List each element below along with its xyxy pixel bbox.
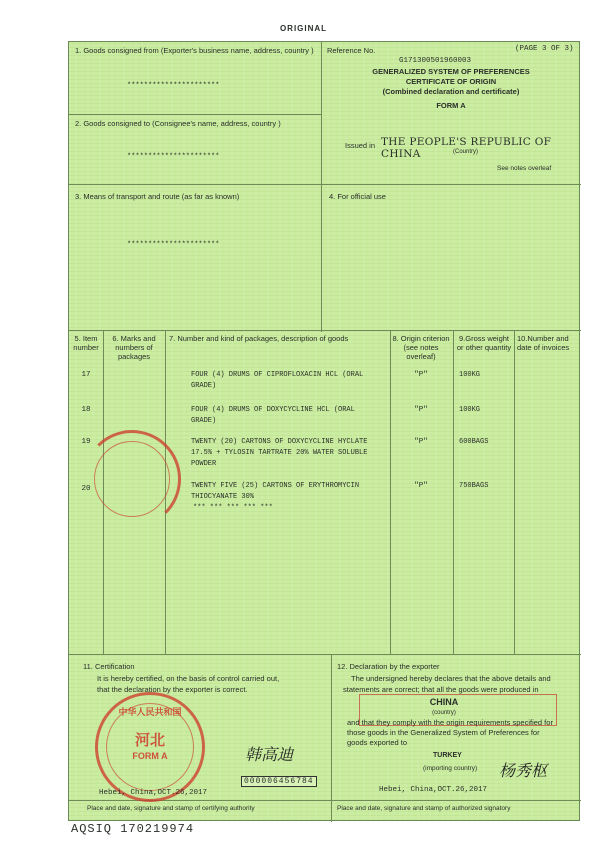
box1-value: ********************** — [127, 82, 220, 90]
certifier-signature: 韩高迪 — [245, 745, 294, 764]
box2-value: ********************** — [127, 153, 220, 161]
item-description-line: POWDER — [191, 460, 217, 468]
item-origin: "P" — [414, 482, 428, 490]
produced-in-country: CHINA — [429, 697, 459, 707]
item-description-line: FOUR (4) DRUMS OF CIPROFLOXACIN HCL (ORAL — [191, 371, 364, 379]
item-number: 20 — [81, 485, 91, 493]
item-number: 18 — [81, 406, 91, 414]
aqsiq-number: AQSIQ 170219974 — [71, 822, 195, 836]
importing-country: TURKEY — [433, 752, 462, 759]
box3-label: 3. Means of transport and route (as far as known) — [75, 192, 240, 201]
issued-in-label: Issued in — [345, 141, 376, 150]
item-description-line: THIOCYANATE 30% — [191, 493, 255, 501]
box11-text-line1: It is hereby certified, on the basis of control carried out, — [97, 674, 280, 683]
reference-number: G171300501960003 — [399, 57, 472, 65]
box12-place-date: Hebei, China,OCT.26,2017 — [379, 786, 488, 794]
form-a-title: FORM A — [436, 101, 466, 110]
item-description-line: GRADE) — [191, 417, 217, 425]
see-notes-overleaf: See notes overleaf — [497, 165, 552, 172]
item-terminator-stars: *** *** *** *** *** — [193, 504, 273, 512]
item-description-line: FOUR (4) DRUMS OF DOXYCYCLINE HCL (ORAL — [191, 406, 355, 414]
exporter-signature: 杨秀枢 — [499, 761, 548, 780]
item-description-line: TWENTY FIVE (25) CARTONS OF ERYTHROMYCIN — [191, 482, 360, 490]
col-origin-criterion: 8. Origin criterion (see notes overleaf) — [392, 334, 450, 361]
col-invoices: 10.Number and date of invoices — [517, 334, 570, 352]
issued-in-country: THE PEOPLE'S REPUBLIC OF CHINA — [381, 136, 552, 160]
col-item-number: 5. Item number — [73, 334, 99, 352]
box12-text-line3: and that they comply with the origin requirements specified for — [347, 718, 553, 727]
box12-text-line2: statements are correct; that all the goods were produced in — [343, 685, 539, 694]
box1-label: 1. Goods consigned from (Exporter's business name, address, country ) — [75, 46, 314, 55]
country-caption: (country) — [432, 710, 456, 716]
item-number: 19 — [81, 438, 91, 446]
box12-text-line5: goods exported to — [347, 738, 408, 747]
box12-text-line4: those goods in the Generalized System of Preferences for — [347, 728, 540, 737]
page-indicator: (PAGE 3 OF 3) — [515, 45, 574, 53]
gsp-title: GENERALIZED SYSTEM OF PREFERENCES — [372, 67, 530, 76]
item-quantity: 600BAGS — [459, 438, 489, 446]
document-header: ORIGINAL — [279, 24, 328, 33]
box11-footer: Place and date, signature and stamp of certifying authority — [87, 805, 255, 812]
col-marks: 6. Marks and numbers of packages — [112, 334, 156, 361]
col-description: 7. Number and kind of packages, description of goods — [169, 334, 349, 343]
item-origin: "P" — [414, 438, 428, 446]
stamp-center-text: 河北 — [134, 732, 165, 749]
marks-seal-stamp — [83, 430, 181, 528]
box3-value: ********************** — [127, 241, 220, 249]
box12-text-line1: The undersigned hereby declares that the above details and — [351, 674, 551, 683]
box2-label: 2. Goods consigned to (Consignee's name, address, country ) — [75, 119, 281, 128]
box11-place-date: Hebei, China,OCT.26,2017 — [99, 789, 208, 797]
item-description-line: 17.5% + TYLOSIN TARTRATE 20% WATER SOLUBLE — [191, 449, 368, 457]
certificate-serial-number: 000006456784 — [241, 776, 317, 787]
col-gross-weight: 9.Gross weight or other quantity — [456, 334, 512, 352]
item-origin: "P" — [414, 406, 428, 414]
box4-label: 4. For official use — [329, 192, 386, 201]
item-number: 17 — [81, 371, 91, 379]
box12-label: 12. Declaration by the exporter — [337, 662, 440, 671]
reference-label: Reference No. — [327, 46, 376, 55]
combined-note: (Combined declaration and certificate) — [382, 87, 520, 96]
importing-country-caption: (importing country) — [423, 765, 478, 772]
item-quantity: 750BAGS — [459, 482, 489, 490]
certifying-authority-stamp — [95, 692, 208, 802]
item-quantity: 100KG — [459, 406, 481, 414]
stamp-ring-text: 中华人民共和国 — [118, 707, 182, 717]
box12-footer: Place and date, signature and stamp of authorized signatory — [337, 805, 511, 812]
item-description-line: TWENTY (20) CARTONS OF DOXYCYCLINE HYCLATE — [191, 438, 368, 446]
certificate-form — [68, 41, 580, 821]
stamp-form-text: FORM A — [132, 751, 168, 761]
item-description-line: GRADE) — [191, 382, 217, 390]
certificate-title: CERTIFICATE OF ORIGIN — [405, 77, 497, 86]
item-quantity: 100KG — [459, 371, 481, 379]
country-caption: (Country) — [453, 149, 479, 155]
box11-text-line2: that the declaration by the exporter is correct. — [97, 685, 248, 694]
box11-label: 11. Certification — [83, 662, 135, 671]
item-origin: "P" — [414, 371, 428, 379]
